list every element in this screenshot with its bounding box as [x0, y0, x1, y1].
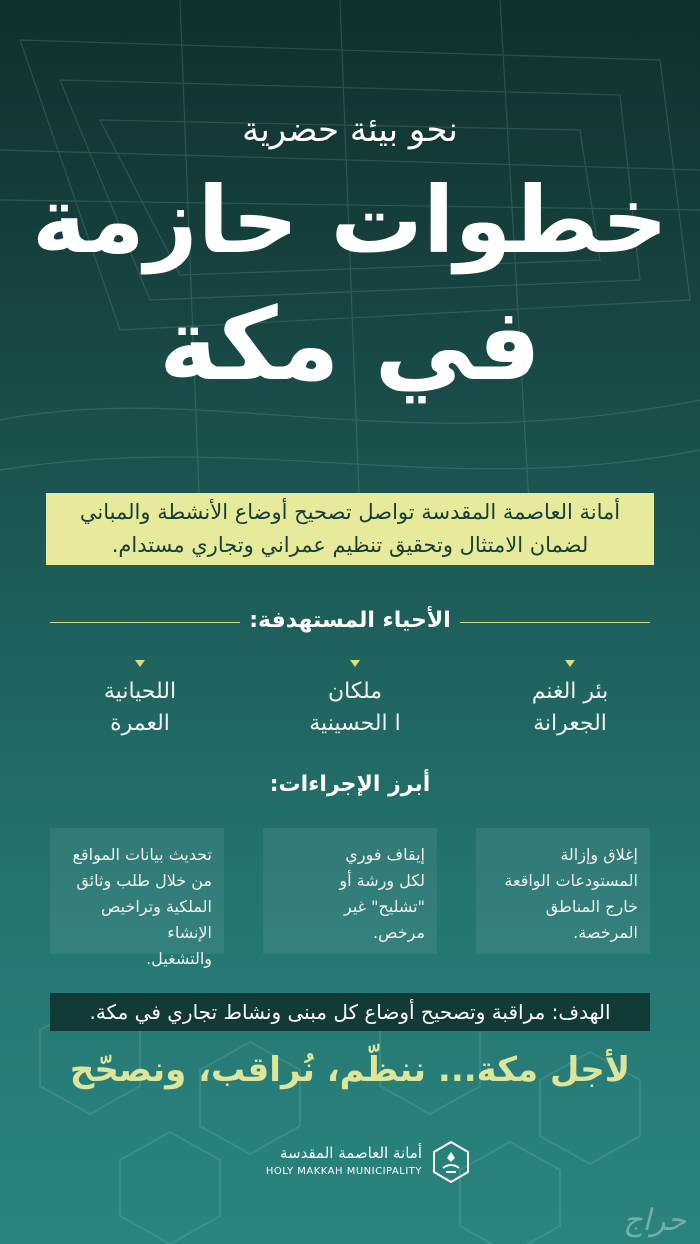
footer-logo	[240, 1140, 470, 1186]
action-line: إغلاق وإزالة	[560, 845, 638, 864]
intro-highlight-box	[46, 493, 654, 565]
triangle-marker-icon	[565, 660, 575, 667]
neighborhood-line-1: اللحيانية	[103, 679, 177, 704]
action-card	[263, 828, 437, 954]
triangle-marker-icon	[350, 660, 360, 667]
neighborhood-line-2: ا الحسينية	[309, 711, 401, 736]
neighborhood-line-2: الجعرانة	[533, 711, 607, 736]
action-line: من خلال طلب وثائق	[76, 871, 212, 890]
triangle-marker-icon	[135, 660, 145, 667]
subtitle: نحو بيئة حضرية	[242, 110, 458, 150]
action-card	[476, 828, 650, 954]
neighborhood-name	[50, 676, 230, 740]
neighborhoods-heading	[50, 608, 650, 638]
neighborhoods-heading-label: الأحياء المستهدفة:	[249, 608, 451, 633]
action-line: "تشليح" غير	[343, 897, 425, 916]
neighborhood-name	[480, 676, 660, 740]
municipality-name-ar: أمانة العاصمة المقدسة	[279, 1144, 422, 1162]
action-line: مرخص.	[373, 923, 425, 942]
action-line: المستودعات الواقعة	[504, 871, 638, 890]
main-title-line-1: خطوات حازمة	[31, 167, 669, 274]
action-line: المرخصة.	[573, 923, 638, 942]
neighborhood-line-1: ملكان	[327, 679, 383, 704]
action-card	[50, 828, 224, 968]
main-title-line-2: في مكة	[158, 286, 542, 403]
goal-statement: الهدف: مراقبة وتصحيح أوضاع كل مبنى ونشاط تجاري في مكة.	[50, 993, 650, 1031]
action-line: إيقاف فوري	[345, 845, 425, 864]
action-line: تحديث بيانات المواقع	[72, 845, 212, 864]
neighborhood-name	[265, 676, 445, 740]
action-line: الملكية وتراخيص الإنشاء	[101, 897, 212, 942]
municipality-emblem-icon	[432, 1140, 470, 1184]
haraj-watermark: حراج	[623, 1203, 686, 1238]
intro-line-1: أمانة العاصمة المقدسة تواصل تصحيح أوضاع الأنشطة والمباني	[79, 500, 621, 524]
actions-heading	[50, 772, 650, 802]
action-line: لكل ورشة أو	[339, 871, 425, 890]
municipality-name-en: HOLY MAKKAH MUNICIPALITY	[265, 1166, 422, 1177]
action-line: والتشغيل.	[146, 949, 212, 968]
neighborhood-line-1: بئر الغنم	[531, 679, 609, 704]
slogan: لأجل مكة... ننظّم، نُراقب، ونصحّح	[69, 1050, 631, 1090]
actions-heading-label: أبرز الإجراءات:	[269, 772, 431, 797]
intro-line-2: لضمان الامتثال وتحقيق تنظيم عمراني وتجاري مستدام.	[111, 533, 589, 557]
neighborhood-line-2: العمرة	[110, 711, 170, 736]
action-line: خارج المناطق	[545, 897, 638, 916]
